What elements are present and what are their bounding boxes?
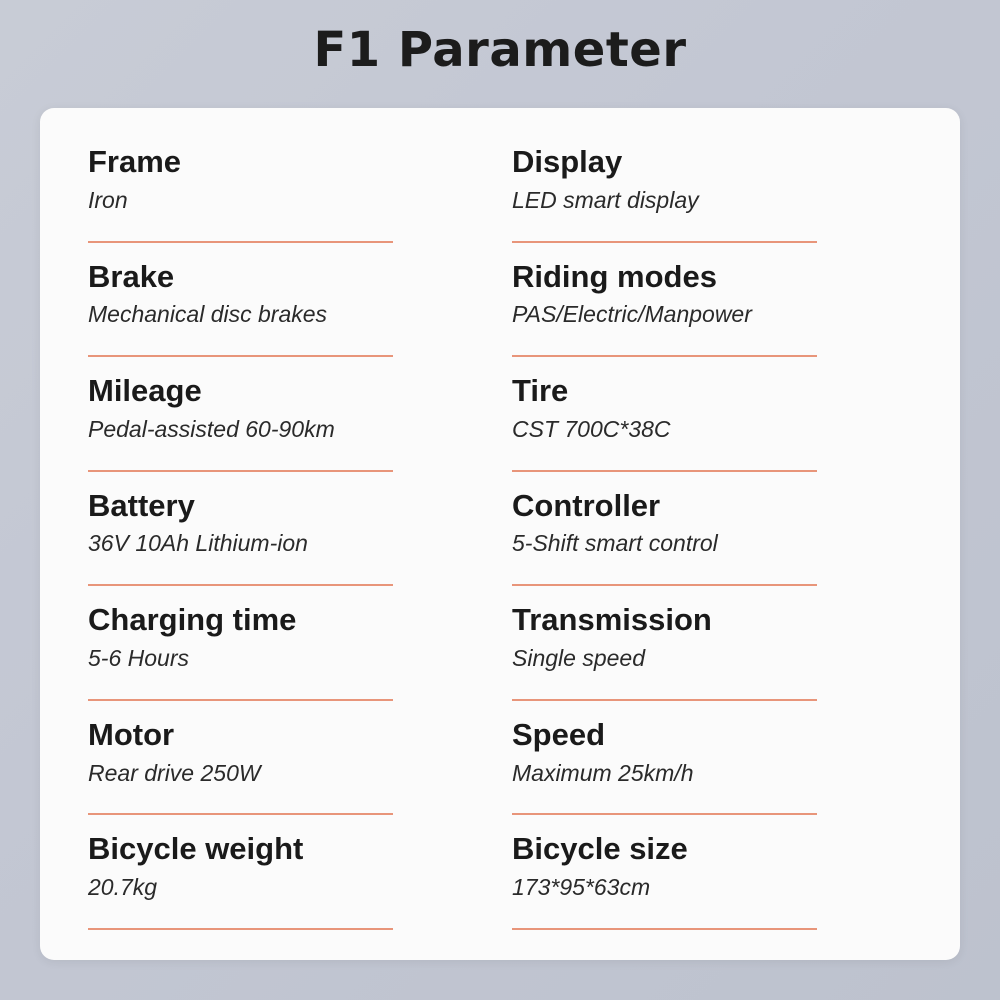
spec-divider <box>88 928 393 930</box>
spec-label: Tire <box>512 373 569 409</box>
spec-label: Transmission <box>512 602 712 638</box>
spec-label: Bicycle size <box>512 831 688 867</box>
spec-item <box>88 482 488 597</box>
spec-value: PAS/Electric/Manpower <box>512 301 752 328</box>
spec-label: Riding modes <box>512 258 717 294</box>
spec-value: LED smart display <box>512 186 699 213</box>
spec-item <box>88 138 488 253</box>
spec-label: Speed <box>512 716 606 752</box>
spec-label: Charging time <box>88 602 297 638</box>
spec-card <box>40 108 960 960</box>
spec-divider <box>512 584 817 586</box>
spec-value: 173*95*63cm <box>512 874 651 901</box>
spec-label: Battery <box>88 487 195 523</box>
spec-item <box>512 253 912 368</box>
spec-label: Frame <box>88 144 182 179</box>
spec-value: CST 700C*38C <box>512 415 671 442</box>
spec-divider <box>512 470 817 472</box>
spec-value: Iron <box>88 186 128 213</box>
spec-divider <box>512 813 817 815</box>
spec-label: Motor <box>88 716 175 752</box>
spec-divider <box>512 699 817 701</box>
spec-item <box>512 367 912 482</box>
spec-label: Bicycle weight <box>88 831 304 867</box>
spec-divider <box>88 470 393 472</box>
spec-value: Maximum 25km/h <box>512 759 694 786</box>
spec-divider <box>512 928 817 930</box>
spec-divider <box>88 355 393 357</box>
spec-value: 36V 10Ah Lithium-ion <box>88 530 308 557</box>
spec-label: Brake <box>88 258 175 294</box>
page-title: F1 Parameter <box>313 22 687 78</box>
spec-item <box>88 367 488 482</box>
spec-label: Controller <box>512 487 661 523</box>
spec-divider <box>512 355 817 357</box>
spec-columns <box>88 138 912 940</box>
spec-divider <box>88 813 393 815</box>
spec-value: 20.7kg <box>88 874 158 901</box>
spec-column-left <box>88 138 488 940</box>
spec-item <box>512 711 912 826</box>
spec-value: Rear drive 250W <box>88 759 261 786</box>
spec-item <box>88 711 488 826</box>
spec-value: 5-Shift smart control <box>512 530 718 557</box>
spec-divider <box>88 241 393 243</box>
spec-value: 5-6 Hours <box>88 644 189 671</box>
spec-divider <box>88 699 393 701</box>
spec-label: Mileage <box>88 373 202 409</box>
spec-divider <box>88 584 393 586</box>
spec-value: Mechanical disc brakes <box>88 301 328 328</box>
spec-item <box>512 596 912 711</box>
spec-value: Single speed <box>512 644 645 671</box>
spec-item <box>88 825 488 940</box>
spec-item <box>88 596 488 711</box>
spec-item <box>512 482 912 597</box>
spec-item <box>512 825 912 940</box>
spec-item <box>88 253 488 368</box>
spec-value: Pedal-assisted 60-90km <box>88 415 335 442</box>
spec-item <box>512 138 912 253</box>
spec-label: Display <box>512 144 623 179</box>
spec-column-right <box>512 138 912 940</box>
spec-divider <box>512 241 817 243</box>
